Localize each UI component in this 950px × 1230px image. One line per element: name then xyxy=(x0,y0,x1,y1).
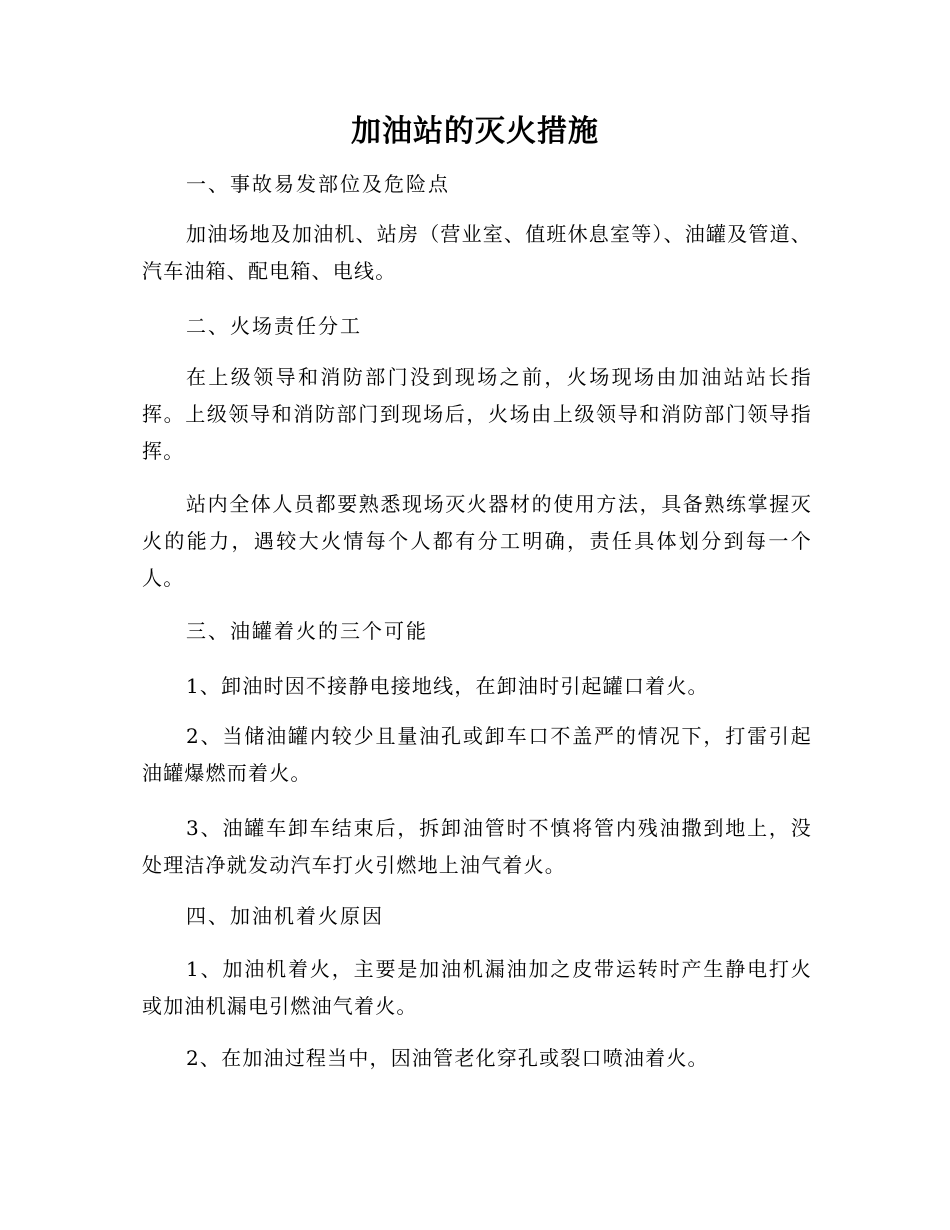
section-3-paragraph-3: 3、油罐车卸车结束后，拆卸油管时不慎将管内残油撒到地上，没处理洁净就发动汽车打火引燃地上油气着火。 xyxy=(142,816,812,877)
section-3-paragraph-1: 1、卸油时因不接静电接地线，在卸油时引起罐口着火。 xyxy=(186,674,709,698)
section-1-paragraph-1: 加油场地及加油机、站房（营业室、值班休息室等）、油罐及管道、汽车油箱、配电箱、电线。 xyxy=(142,222,812,283)
section-heading-3: 三、油罐着火的三个可能 xyxy=(186,619,428,643)
section-4-paragraph-2: 2、在加油过程当中，因油管老化穿孔或裂口喷油着火。 xyxy=(186,1046,709,1070)
section-heading-2: 二、火场责任分工 xyxy=(186,314,362,338)
section-heading-4: 四、加油机着火原因 xyxy=(186,904,384,928)
section-2-paragraph-1: 在上级领导和消防部门没到现场之前，火场现场由加油站站长指挥。上级领导和消防部门到现场后，火场由上级领导和消防部门领导指挥。 xyxy=(142,365,812,463)
document-title: 加油站的灭火措施 xyxy=(351,114,599,149)
section-2-paragraph-2: 站内全体人员都要熟悉现场灭火器材的使用方法，具备熟练掌握灭火的能力，遇较大火情每个人都有分工明确，责任具体划分到每一个人。 xyxy=(142,492,812,590)
section-4-paragraph-1: 1、加油机着火，主要是加油机漏油加之皮带运转时产生静电打火或加油机漏电引燃油气着火。 xyxy=(142,957,812,1018)
section-heading-1: 一、事故易发部位及危险点 xyxy=(186,172,450,196)
section-3-paragraph-2: 2、当储油罐内较少且量油孔或卸车口不盖严的情况下，打雷引起油罐爆燃而着火。 xyxy=(142,724,812,785)
